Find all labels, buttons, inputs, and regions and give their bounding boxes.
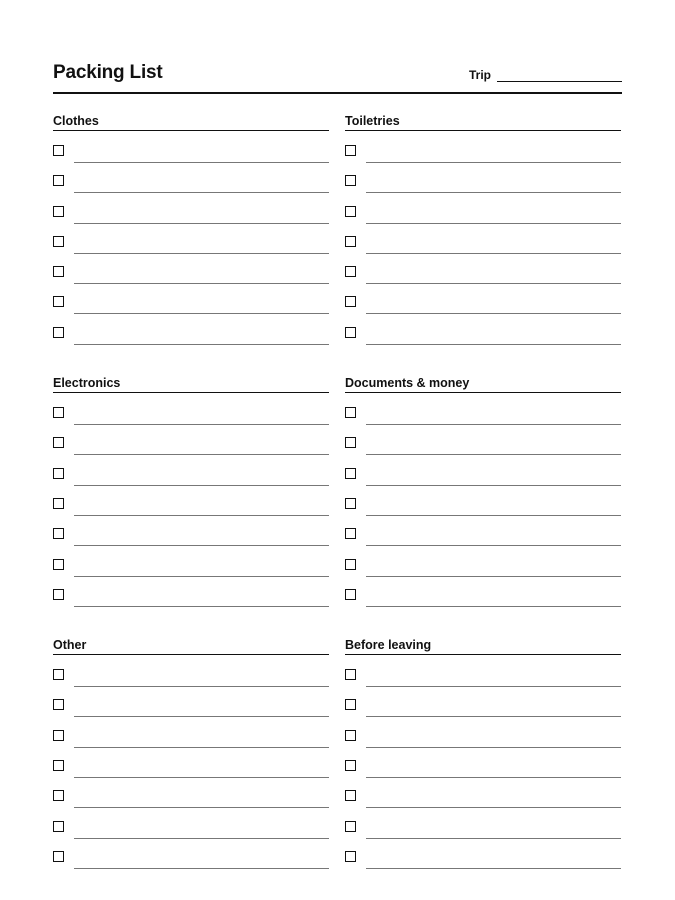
item-write-line[interactable] <box>366 497 621 516</box>
checklist-item <box>345 789 621 819</box>
checklist-item <box>345 729 621 759</box>
trip-input-line[interactable] <box>497 69 622 82</box>
page-header <box>53 60 622 94</box>
checklist-item <box>345 558 621 588</box>
checkbox[interactable] <box>345 407 356 418</box>
checkbox[interactable] <box>345 206 356 217</box>
checkbox[interactable] <box>53 669 64 680</box>
item-write-line[interactable] <box>74 265 329 284</box>
item-write-line[interactable] <box>366 295 621 314</box>
checklist-item <box>345 588 621 618</box>
checkbox[interactable] <box>345 760 356 771</box>
checkbox[interactable] <box>345 790 356 801</box>
checkbox[interactable] <box>53 730 64 741</box>
checkbox[interactable] <box>53 206 64 217</box>
checklist <box>345 668 621 880</box>
item-write-line[interactable] <box>74 850 329 869</box>
section-toiletries <box>345 113 621 356</box>
checklist-item <box>345 759 621 789</box>
checkbox[interactable] <box>53 528 64 539</box>
item-write-line[interactable] <box>366 588 621 607</box>
checklist-item <box>53 789 329 819</box>
item-write-line[interactable] <box>74 326 329 345</box>
checklist-item <box>53 295 329 325</box>
item-write-line[interactable] <box>74 759 329 778</box>
item-write-line[interactable] <box>74 789 329 808</box>
checkbox[interactable] <box>345 699 356 710</box>
checkbox[interactable] <box>53 145 64 156</box>
checkbox[interactable] <box>53 175 64 186</box>
checklist-item <box>345 265 621 295</box>
checklist-item <box>345 205 621 235</box>
item-write-line[interactable] <box>366 850 621 869</box>
checkbox[interactable] <box>53 407 64 418</box>
checkbox[interactable] <box>53 760 64 771</box>
section-heading: Clothes <box>53 113 329 131</box>
item-write-line[interactable] <box>366 326 621 345</box>
section-heading: Before leaving <box>345 637 621 655</box>
checkbox[interactable] <box>345 327 356 338</box>
checklist-item <box>53 174 329 204</box>
item-write-line[interactable] <box>74 527 329 546</box>
item-write-line[interactable] <box>74 497 329 516</box>
item-write-line[interactable] <box>366 265 621 284</box>
section-heading: Toiletries <box>345 113 621 131</box>
item-write-line[interactable] <box>74 558 329 577</box>
checklist-item <box>53 326 329 356</box>
checkbox[interactable] <box>345 528 356 539</box>
checkbox[interactable] <box>345 468 356 479</box>
item-write-line[interactable] <box>74 174 329 193</box>
section-other <box>53 637 329 880</box>
item-write-line[interactable] <box>366 174 621 193</box>
section-heading: Electronics <box>53 375 329 393</box>
checkbox[interactable] <box>345 730 356 741</box>
checklist-item <box>345 406 621 436</box>
item-write-line[interactable] <box>366 406 621 425</box>
checkbox[interactable] <box>345 589 356 600</box>
item-write-line[interactable] <box>366 668 621 687</box>
checklist-item <box>53 668 329 698</box>
checkbox[interactable] <box>53 266 64 277</box>
section-before-leaving <box>345 637 621 880</box>
checklist <box>53 406 329 618</box>
item-write-line[interactable] <box>74 406 329 425</box>
checkbox[interactable] <box>345 145 356 156</box>
checkbox[interactable] <box>53 589 64 600</box>
item-write-line[interactable] <box>74 436 329 455</box>
checklist-item <box>53 759 329 789</box>
trip-label: Trip <box>468 68 491 82</box>
checklist-item <box>53 406 329 436</box>
checkbox[interactable] <box>345 669 356 680</box>
checklist-item <box>53 144 329 174</box>
item-write-line[interactable] <box>366 759 621 778</box>
item-write-line[interactable] <box>74 820 329 839</box>
checkbox[interactable] <box>345 437 356 448</box>
checklist-item <box>345 436 621 466</box>
item-write-line[interactable] <box>366 558 621 577</box>
checkbox[interactable] <box>53 236 64 247</box>
checklist-item <box>53 558 329 588</box>
checkbox[interactable] <box>345 498 356 509</box>
checkbox[interactable] <box>345 236 356 247</box>
item-write-line[interactable] <box>74 729 329 748</box>
item-write-line[interactable] <box>366 729 621 748</box>
checklist <box>53 668 329 880</box>
checkbox[interactable] <box>53 498 64 509</box>
page-title: Packing List <box>53 62 163 83</box>
checkbox[interactable] <box>53 699 64 710</box>
checklist-item <box>345 668 621 698</box>
checklist <box>345 144 621 356</box>
item-write-line[interactable] <box>74 588 329 607</box>
item-write-line[interactable] <box>366 698 621 717</box>
item-write-line[interactable] <box>366 235 621 254</box>
item-write-line[interactable] <box>366 820 621 839</box>
checklist-item <box>53 820 329 850</box>
sections-grid <box>53 113 622 880</box>
item-write-line[interactable] <box>366 467 621 486</box>
item-write-line[interactable] <box>74 668 329 687</box>
section-heading: Documents & money <box>345 375 621 393</box>
checklist-item <box>345 467 621 497</box>
checklist-item <box>53 850 329 880</box>
checklist-item <box>53 588 329 618</box>
checklist-item <box>345 144 621 174</box>
checklist-item <box>345 295 621 325</box>
checkbox[interactable] <box>53 296 64 307</box>
checklist-item <box>345 174 621 204</box>
section-electronics <box>53 375 329 618</box>
checklist-item <box>53 265 329 295</box>
checklist-item <box>53 467 329 497</box>
checkbox[interactable] <box>53 559 64 570</box>
checklist-item <box>53 205 329 235</box>
checklist-item <box>345 698 621 728</box>
checklist-item <box>345 527 621 557</box>
item-write-line[interactable] <box>74 698 329 717</box>
item-write-line[interactable] <box>366 436 621 455</box>
item-write-line[interactable] <box>74 144 329 163</box>
checklist-item <box>53 729 329 759</box>
trip-field <box>469 68 622 82</box>
checklist-item <box>53 235 329 265</box>
item-write-line[interactable] <box>74 467 329 486</box>
checklist-item <box>345 850 621 880</box>
checkbox[interactable] <box>53 468 64 479</box>
item-write-line[interactable] <box>74 205 329 224</box>
section-clothes <box>53 113 329 356</box>
checkbox[interactable] <box>345 851 356 862</box>
checkbox[interactable] <box>345 175 356 186</box>
checkbox[interactable] <box>53 790 64 801</box>
item-write-line[interactable] <box>366 527 621 546</box>
checkbox[interactable] <box>345 266 356 277</box>
section-documents-money <box>345 375 621 618</box>
checklist <box>345 406 621 618</box>
checkbox[interactable] <box>345 559 356 570</box>
checklist-item <box>345 820 621 850</box>
checkbox[interactable] <box>345 821 356 832</box>
checklist-item <box>53 497 329 527</box>
item-write-line[interactable] <box>366 144 621 163</box>
item-write-line[interactable] <box>366 205 621 224</box>
checkbox[interactable] <box>53 437 64 448</box>
item-write-line[interactable] <box>74 295 329 314</box>
checklist-item <box>53 436 329 466</box>
checkbox[interactable] <box>53 851 64 862</box>
checkbox[interactable] <box>345 296 356 307</box>
checklist-item <box>345 497 621 527</box>
checklist-item <box>53 698 329 728</box>
checklist-item <box>53 527 329 557</box>
item-write-line[interactable] <box>74 235 329 254</box>
checkbox[interactable] <box>53 821 64 832</box>
checklist-item <box>345 326 621 356</box>
checklist-item <box>345 235 621 265</box>
checkbox[interactable] <box>53 327 64 338</box>
section-heading: Other <box>53 637 329 655</box>
item-write-line[interactable] <box>366 789 621 808</box>
checklist <box>53 144 329 356</box>
